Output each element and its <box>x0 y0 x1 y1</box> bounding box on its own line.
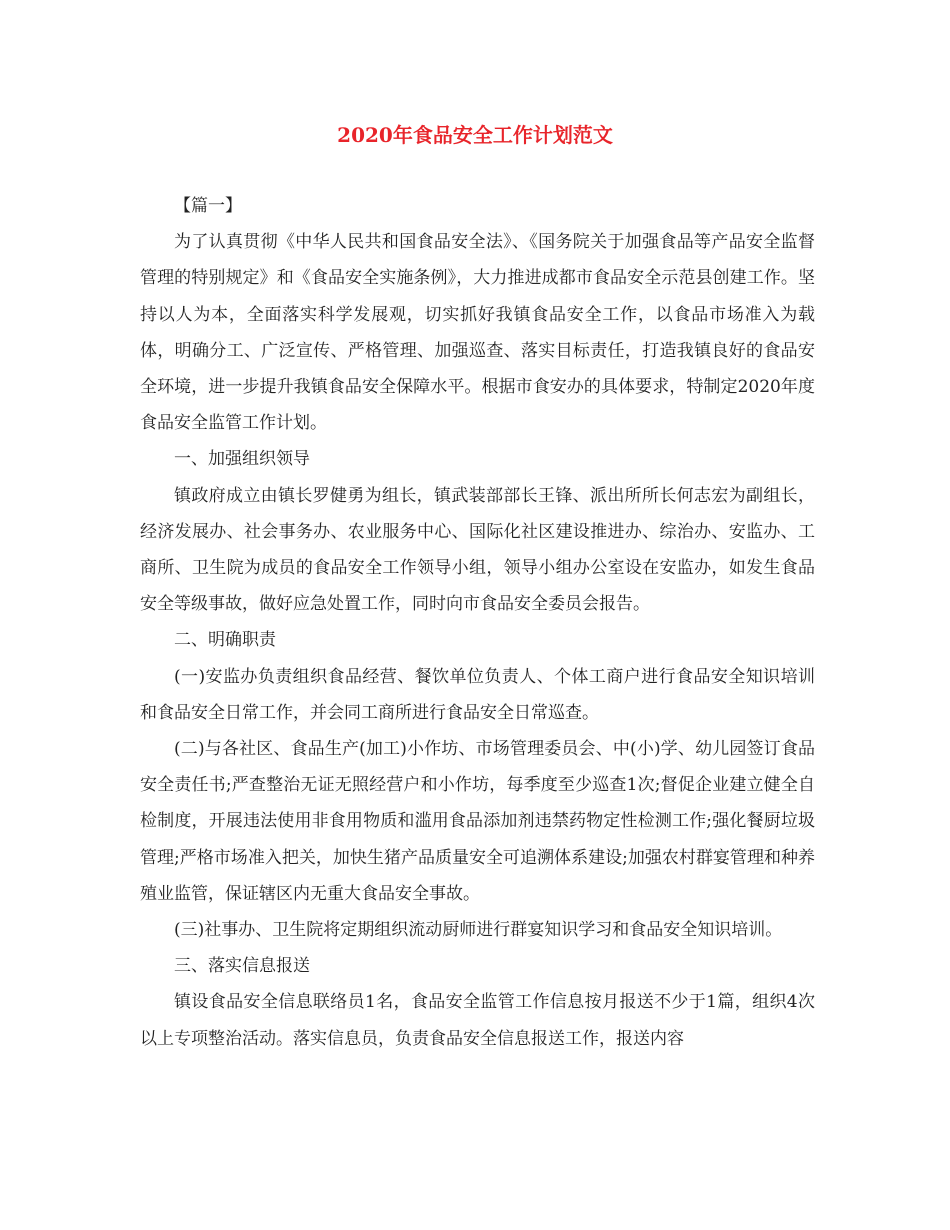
heading-information-reporting: 三、落实信息报送 <box>174 956 310 977</box>
paragraph-duty-3: (三)社事办、卫生院将定期组织流动厨师进行群宴知识学习和食品安全知识培训。 <box>174 920 783 941</box>
document-body <box>140 188 815 1057</box>
paragraph-section-label: 【篇一】 <box>174 196 242 216</box>
paragraph-information-reporting: 镇设食品安全信息联络员1名，食品安全监管工作信息按月报送不少于1篇，组织4次以上专项整治活动。落实信息员，负责食品安全信息报送工作，报送内容 <box>140 992 815 1049</box>
heading-organization-leadership: 一、加强组织领导 <box>174 449 310 470</box>
heading-clarify-duties: 二、明确职责 <box>174 630 276 651</box>
paragraph-duty-1: (一)安监办负责组织食品经营、餐饮单位负责人、个体工商户进行食品安全知识培训和食品安全日常工作，并会同工商所进行食品安全日常巡查。 <box>140 666 815 723</box>
paragraph-intro: 为了认真贯彻《中华人民共和国食品安全法》、《国务院关于加强食品等产品安全监督管理的特别规定》和《食品安全实施条例》，大力推进成都市食品安全示范县创建工作。坚持以人为本，全面落实科学发展观，切实抓好我镇食品安全工作，以食品市场准入为载体，明确分工、广泛宣传、严格管理、加强巡查、落实目标责任，打造我镇良好的食品安全环境，进一步提升我镇食品安全保障水平。根据市食安办的具体要求，特制定2020年度食品安全监管工作计划。 <box>140 232 815 434</box>
paragraph-duty-2: (二)与各社区、食品生产(加工)小作坊、市场管理委员会、中(小)学、幼儿园签订食品安全责任书;严查整治无证无照经营户和小作坊，每季度至少巡查1次;督促企业建立健全自检制度，开展违法使用非食用物质和滥用食品添加剂违禁药物定性检测工作;强化餐厨垃圾管理;严格市场准入把关，加快生猪产品质量安全可追溯体系建设;加强农村群宴管理和种养殖业监管，保证辖区内无重大食品安全事故。 <box>140 739 815 904</box>
paragraph-leadership-group: 镇政府成立由镇长罗健勇为组长，镇武装部部长王锋、派出所所长何志宏为副组长，经济发展办、社会事务办、农业服务中心、国际化社区建设推进办、综治办、安监办、工商所、卫生院为成员的食品安全工作领导小组，领导小组办公室设在安监办，如发生食品安全等级事故，做好应急处置工作，同时向市食品安全委员会报告。 <box>140 485 815 615</box>
document-title: 2020年食品安全工作计划范文 <box>337 123 613 147</box>
